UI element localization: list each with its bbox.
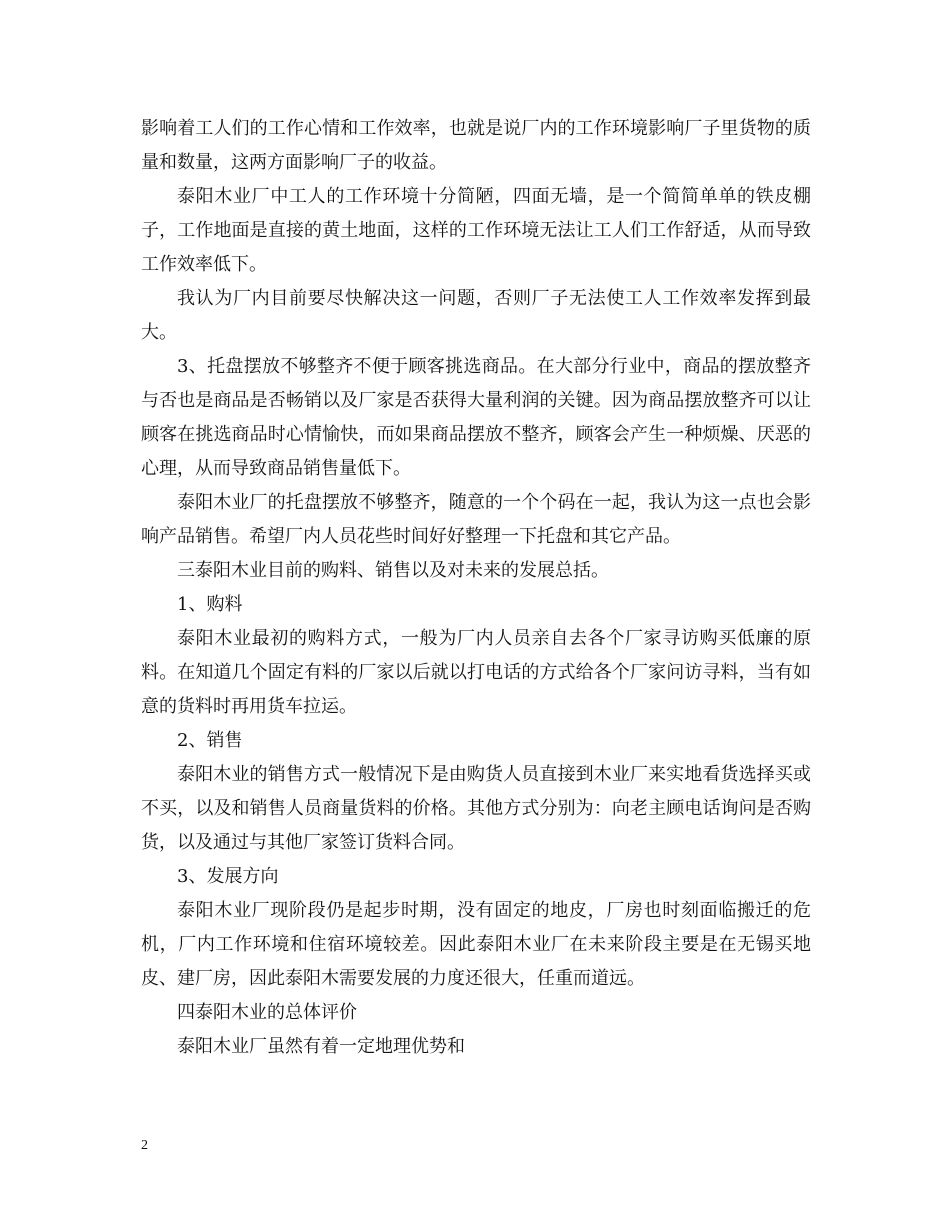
paragraph: 泰阳木业的销售方式一般情况下是由购货人员直接到木业厂来实地看货选择买或不买，以及和销售人员商量货料的价格。其他方式分别为：向老主顾电话询问是否购货，以及通过与其他厂家签订货料合同。: [141, 764, 811, 853]
subsection-heading: 3、发展方向: [177, 866, 279, 887]
paragraph: 泰阳木业厂中工人的工作环境十分简陋，四面无墙，是一个简简单单的铁皮棚子，工作地面是直接的黄土地面，这样的工作环境无法让工人们工作舒适，从而导致工作效率低下。: [141, 186, 811, 275]
paragraph: 泰阳木业厂现阶段仍是起步时期，没有固定的地皮，厂房也时刻面临搬迁的危机，厂内工作环境和住宿环境较差。因此泰阳木业厂在未来阶段主要是在无锡买地皮、建厂房，因此泰阳木需要发展的力度还很大，任重而道远。: [141, 900, 811, 989]
page-number: 2: [141, 1138, 148, 1153]
subsection-heading: 2、销售: [177, 730, 243, 751]
paragraph: 影响着工人们的工作心情和工作效率，也就是说厂内的工作环境影响厂子里货物的质量和数量，这两方面影响厂子的收益。: [141, 118, 811, 173]
section-heading: 四泰阳木业的总体评价: [177, 1002, 357, 1023]
paragraph: 我认为厂内目前要尽快解决这一问题，否则厂子无法使工人工作效率发挥到最大。: [141, 288, 811, 343]
section-heading: 三泰阳木业目前的购料、销售以及对未来的发展总括。: [177, 560, 609, 581]
paragraph: 3、托盘摆放不够整齐不便于顾客挑选商品。在大部分行业中，商品的摆放整齐与否也是商品是否畅销以及厂家是否获得大量利润的关键。因为商品摆放整齐可以让顾客在挑选商品时心情愉快，而如果商品摆放不整齐，顾客会产生一种烦燥、厌恶的心理，从而导致商品销售量低下。: [141, 356, 811, 479]
subsection-heading: 1、购料: [177, 594, 243, 615]
paragraph: 泰阳木业最初的购料方式，一般为厂内人员亲自去各个厂家寻访购买低廉的原料。在知道几个固定有料的厂家以后就以打电话的方式给各个厂家问访寻料，当有如意的货料时再用货车拉运。: [141, 628, 811, 717]
paragraph: 泰阳木业厂虽然有着一定地理优势和: [177, 1036, 465, 1057]
paragraph: 泰阳木业厂的托盘摆放不够整齐，随意的一个个码在一起，我认为这一点也会影响产品销售。希望厂内人员花些时间好好整理一下托盘和其它产品。: [141, 492, 811, 547]
body-text: [141, 112, 811, 1064]
